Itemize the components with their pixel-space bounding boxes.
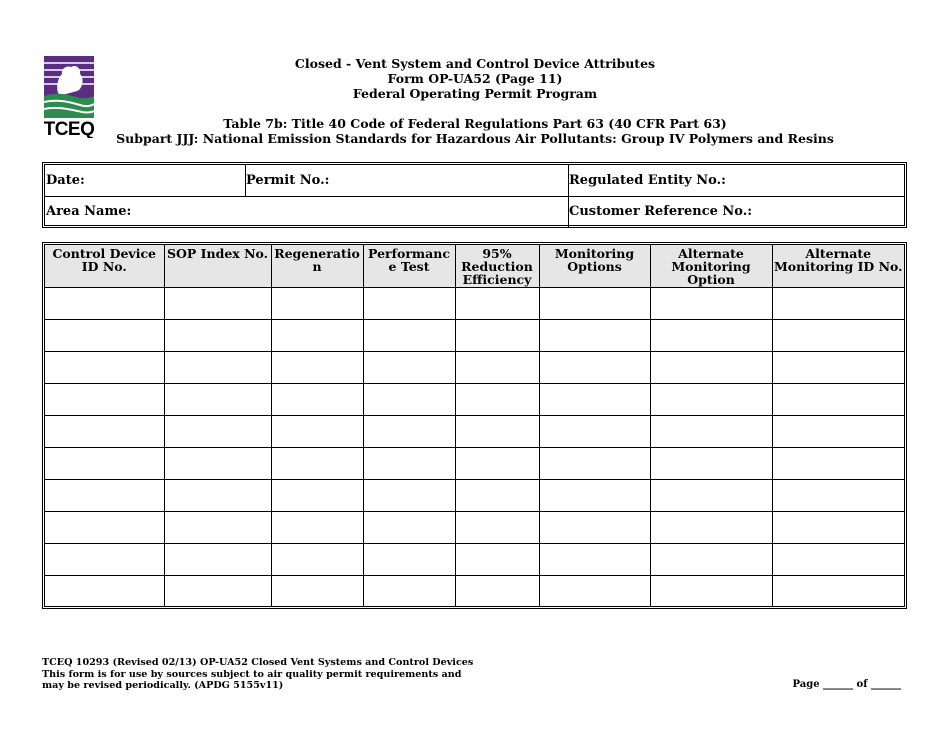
regulated-entity-field[interactable] — [568, 165, 904, 196]
table-cell[interactable] — [45, 479, 164, 511]
table-cell[interactable] — [45, 511, 164, 543]
table-cell[interactable] — [772, 383, 904, 415]
table-row — [45, 351, 904, 383]
header-reduction-efficiency: 95% Reduction Efficiency — [455, 245, 539, 287]
table-cell[interactable] — [164, 351, 271, 383]
table-cell[interactable] — [164, 511, 271, 543]
table-cell[interactable] — [455, 479, 539, 511]
table-cell[interactable] — [650, 447, 772, 479]
table-cell[interactable] — [271, 447, 363, 479]
header-monitoring-options: Monitoring Options — [539, 245, 650, 287]
table-cell[interactable] — [539, 575, 650, 607]
table-cell[interactable] — [363, 575, 455, 607]
table-cell[interactable] — [45, 415, 164, 447]
table-cell[interactable] — [45, 351, 164, 383]
table-row — [45, 479, 904, 511]
footer-line-1: TCEQ 10293 (Revised 02/13) OP-UA52 Closed Vent Systems and Control Devices — [42, 657, 474, 668]
table-cell[interactable] — [650, 351, 772, 383]
attributes-grid — [42, 242, 907, 609]
grid-body — [45, 287, 904, 607]
table-cell[interactable] — [539, 319, 650, 351]
table-row — [45, 511, 904, 543]
table-cell[interactable] — [455, 543, 539, 575]
footer — [42, 657, 473, 692]
table-cell[interactable] — [363, 447, 455, 479]
table-cell[interactable] — [539, 351, 650, 383]
form-title-line-1: Closed - Vent System and Control Device Attributes — [294, 56, 656, 71]
table-cell[interactable] — [539, 287, 650, 319]
table-cell[interactable] — [455, 383, 539, 415]
header-alternate-monitoring-id: Alternate Monitoring ID No. — [772, 245, 904, 287]
table-cell[interactable] — [455, 447, 539, 479]
table-cell[interactable] — [455, 319, 539, 351]
table-cell[interactable] — [363, 287, 455, 319]
regulated-entity-label: Regulated Entity No.: — [569, 173, 726, 188]
table-cell[interactable] — [455, 287, 539, 319]
table-cell[interactable] — [363, 415, 455, 447]
table-cell[interactable] — [539, 447, 650, 479]
table-cell[interactable] — [271, 383, 363, 415]
table-cell[interactable] — [45, 319, 164, 351]
table-cell[interactable] — [772, 319, 904, 351]
header-sop-index: SOP Index No. — [164, 245, 271, 287]
table-cell[interactable] — [271, 415, 363, 447]
table-row — [45, 287, 904, 319]
table-cell[interactable] — [650, 383, 772, 415]
table-cell[interactable] — [164, 383, 271, 415]
header-regeneration: Regeneration — [271, 245, 363, 287]
permit-no-label: Permit No.: — [246, 173, 330, 188]
table-cell[interactable] — [539, 479, 650, 511]
table-cell[interactable] — [164, 479, 271, 511]
table-cell[interactable] — [271, 319, 363, 351]
table-cell[interactable] — [455, 415, 539, 447]
table-cell[interactable] — [455, 511, 539, 543]
table-cell[interactable] — [271, 575, 363, 607]
table-cell[interactable] — [772, 543, 904, 575]
table-cell[interactable] — [539, 415, 650, 447]
customer-reference-field[interactable] — [568, 196, 904, 227]
table-cell[interactable] — [164, 319, 271, 351]
table-cell[interactable] — [650, 415, 772, 447]
date-field[interactable] — [45, 165, 245, 196]
info-row-1 — [45, 165, 904, 197]
page-number[interactable]: Page ______ of ______ — [792, 679, 901, 690]
table-cell[interactable] — [271, 479, 363, 511]
table-cell[interactable] — [164, 287, 271, 319]
table-cell[interactable] — [772, 447, 904, 479]
table-cell[interactable] — [45, 543, 164, 575]
table-cell[interactable] — [772, 479, 904, 511]
table-cell[interactable] — [772, 415, 904, 447]
table-cell[interactable] — [271, 543, 363, 575]
table-cell[interactable] — [45, 287, 164, 319]
table-cell[interactable] — [363, 479, 455, 511]
table-row — [45, 447, 904, 479]
attributes-table — [45, 245, 904, 607]
date-label: Date: — [46, 173, 85, 188]
table-cell[interactable] — [772, 351, 904, 383]
table-title-line-2: Subpart JJJ: National Emission Standards for Hazardous Air Pollutants: Group IV Polymers and Resins — [116, 131, 834, 146]
table-row — [45, 575, 904, 607]
form-title-line-2: Form OP-UA52 (Page 11) — [387, 71, 563, 86]
info-row-2 — [45, 196, 904, 227]
permit-no-field[interactable] — [245, 165, 568, 196]
table-cell[interactable] — [45, 575, 164, 607]
table-title-line-1: Table 7b: Title 40 Code of Federal Regulations Part 63 (40 CFR Part 63) — [223, 116, 727, 131]
header-alternate-monitoring-option: Alternate Monitoring Option — [650, 245, 772, 287]
customer-reference-label: Customer Reference No.: — [569, 204, 753, 219]
table-cell[interactable] — [363, 351, 455, 383]
table-cell[interactable] — [650, 543, 772, 575]
table-cell[interactable] — [363, 511, 455, 543]
table-cell[interactable] — [271, 511, 363, 543]
table-cell[interactable] — [650, 511, 772, 543]
table-cell[interactable] — [164, 575, 271, 607]
table-cell[interactable] — [363, 383, 455, 415]
table-cell[interactable] — [45, 447, 164, 479]
table-cell[interactable] — [45, 383, 164, 415]
table-cell[interactable] — [539, 511, 650, 543]
table-row — [45, 319, 904, 351]
table-cell[interactable] — [455, 351, 539, 383]
table-cell[interactable] — [271, 287, 363, 319]
table-cell[interactable] — [363, 319, 455, 351]
table-title — [0, 116, 950, 146]
header-performance-test: Performance Test — [363, 245, 455, 287]
footer-line-3: may be revised periodically. (APDG 5155v11) — [42, 680, 284, 691]
table-cell[interactable] — [650, 319, 772, 351]
table-cell[interactable] — [772, 575, 904, 607]
table-cell[interactable] — [271, 351, 363, 383]
table-cell[interactable] — [539, 543, 650, 575]
info-table — [42, 162, 907, 228]
logo-text: TCEQ — [44, 119, 94, 138]
form-title-line-3: Federal Operating Permit Program — [352, 86, 598, 101]
table-row — [45, 415, 904, 447]
table-cell[interactable] — [363, 543, 455, 575]
area-name-field[interactable] — [45, 196, 568, 227]
table-cell[interactable] — [772, 511, 904, 543]
table-cell[interactable] — [650, 287, 772, 319]
header-control-device-id: Control Device ID No. — [45, 245, 164, 287]
table-row — [45, 383, 904, 415]
table-cell[interactable] — [650, 575, 772, 607]
footer-line-2: This form is for use by sources subject to air quality permit requirements and — [42, 668, 462, 680]
table-cell[interactable] — [650, 479, 772, 511]
table-cell[interactable] — [539, 383, 650, 415]
table-cell[interactable] — [164, 447, 271, 479]
table-cell[interactable] — [772, 287, 904, 319]
table-cell[interactable] — [164, 543, 271, 575]
header-row — [45, 245, 904, 287]
table-cell[interactable] — [164, 415, 271, 447]
form-title — [0, 56, 950, 101]
table-cell[interactable] — [455, 575, 539, 607]
table-row — [45, 543, 904, 575]
area-name-label: Area Name: — [46, 204, 132, 219]
